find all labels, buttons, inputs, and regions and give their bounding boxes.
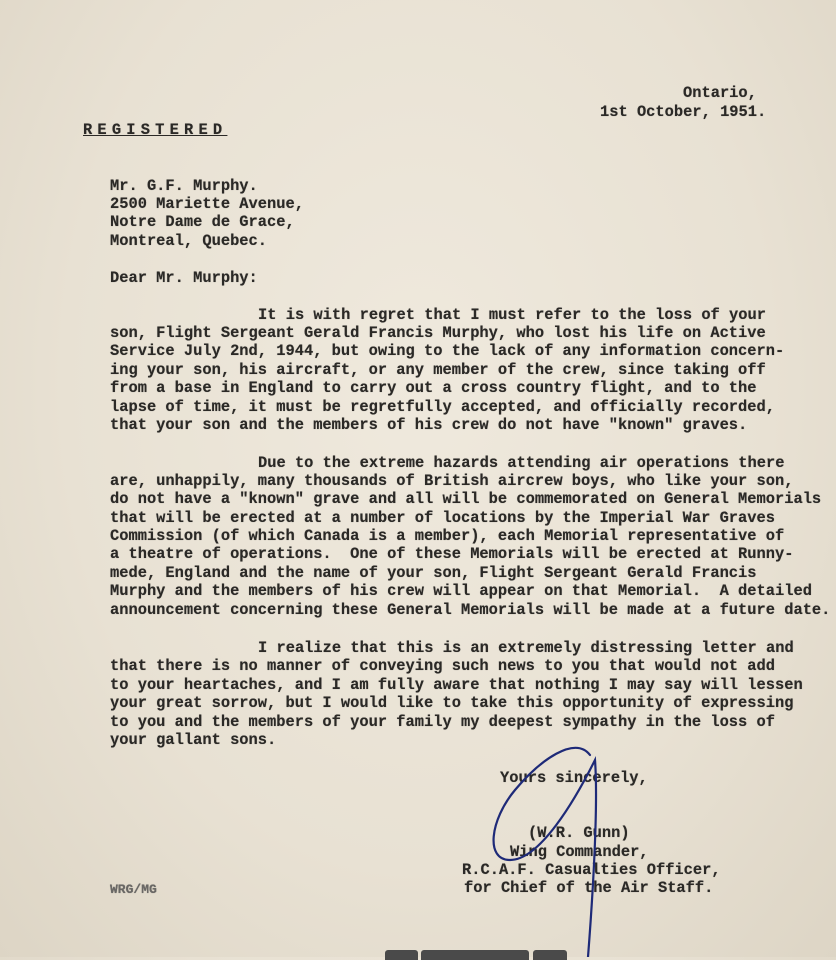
body-line: are, unhappily, many thousands of British aircrew boys, who like your son,: [110, 472, 794, 490]
body-line: Service July 2nd, 1944, but owing to the lack of any information concern-: [110, 342, 785, 360]
body-line: Murphy and the members of his crew will appear on that Memorial. A detailed: [110, 582, 812, 600]
body-line: your gallant sons.: [110, 731, 277, 749]
signatory-rank: Wing Commander,: [510, 843, 649, 861]
viewer-toolbar-button[interactable]: [533, 950, 567, 960]
signatory-name: (W.R. Gunn): [528, 824, 630, 842]
viewer-toolbar-button[interactable]: [385, 950, 418, 960]
body-line: a theatre of operations. One of these Memorials will be erected at Runny-: [110, 545, 794, 563]
body-line: from a base in England to carry out a cross country flight, and to the: [110, 379, 757, 397]
address-line: Notre Dame de Grace,: [110, 213, 295, 231]
body-line: lapse of time, it must be regretfully accepted, and officially recorded,: [110, 398, 775, 416]
address-line: Mr. G.F. Murphy.: [110, 177, 258, 195]
body-line: I realize that this is an extremely distressing letter and: [258, 639, 794, 657]
date: 1st October, 1951.: [600, 103, 767, 121]
body-line: to you and the members of your family my deepest sympathy in the loss of: [110, 713, 775, 731]
body-line: announcement concerning these General Memorials will be made at a future date.: [110, 601, 831, 619]
place: Ontario,: [683, 84, 757, 102]
signatory-on-behalf: for Chief of the Air Staff.: [464, 879, 714, 897]
body-line: son, Flight Sergeant Gerald Francis Murphy, who lost his life on Active: [110, 324, 766, 342]
body-line: do not have a "known" grave and all will be commemorated on General Memorials: [110, 490, 822, 508]
salutation: Dear Mr. Murphy:: [110, 269, 258, 287]
body-line: to your heartaches, and I am fully aware that nothing I may say will lessen: [110, 676, 803, 694]
body-line: ing your son, his aircraft, or any member of the crew, since taking off: [110, 361, 766, 379]
registered-heading: REGISTERED: [83, 121, 228, 139]
body-line: It is with regret that I must refer to the loss of your: [258, 306, 766, 324]
body-line: mede, England and the name of your son, Flight Sergeant Gerald Francis: [110, 564, 757, 582]
body-line: Due to the extreme hazards attending air operations there: [258, 454, 785, 472]
body-line: Commission (of which Canada is a member), each Memorial representative of: [110, 527, 785, 545]
reference-initials: WRG/MG: [110, 882, 157, 897]
body-line: that your son and the members of his crew do not have "known" graves.: [110, 416, 748, 434]
body-line: that will be erected at a number of locations by the Imperial War Graves: [110, 509, 775, 527]
signatory-title: R.C.A.F. Casualties Officer,: [462, 861, 721, 879]
body-line: your great sorrow, but I would like to take this opportunity of expressing: [110, 694, 794, 712]
viewer-toolbar-button[interactable]: [421, 950, 529, 960]
address-line: 2500 Mariette Avenue,: [110, 195, 304, 213]
address-line: Montreal, Quebec.: [110, 232, 268, 250]
body-line: that there is no manner of conveying such news to you that would not add: [110, 657, 775, 675]
closing: Yours sincerely,: [500, 769, 648, 787]
